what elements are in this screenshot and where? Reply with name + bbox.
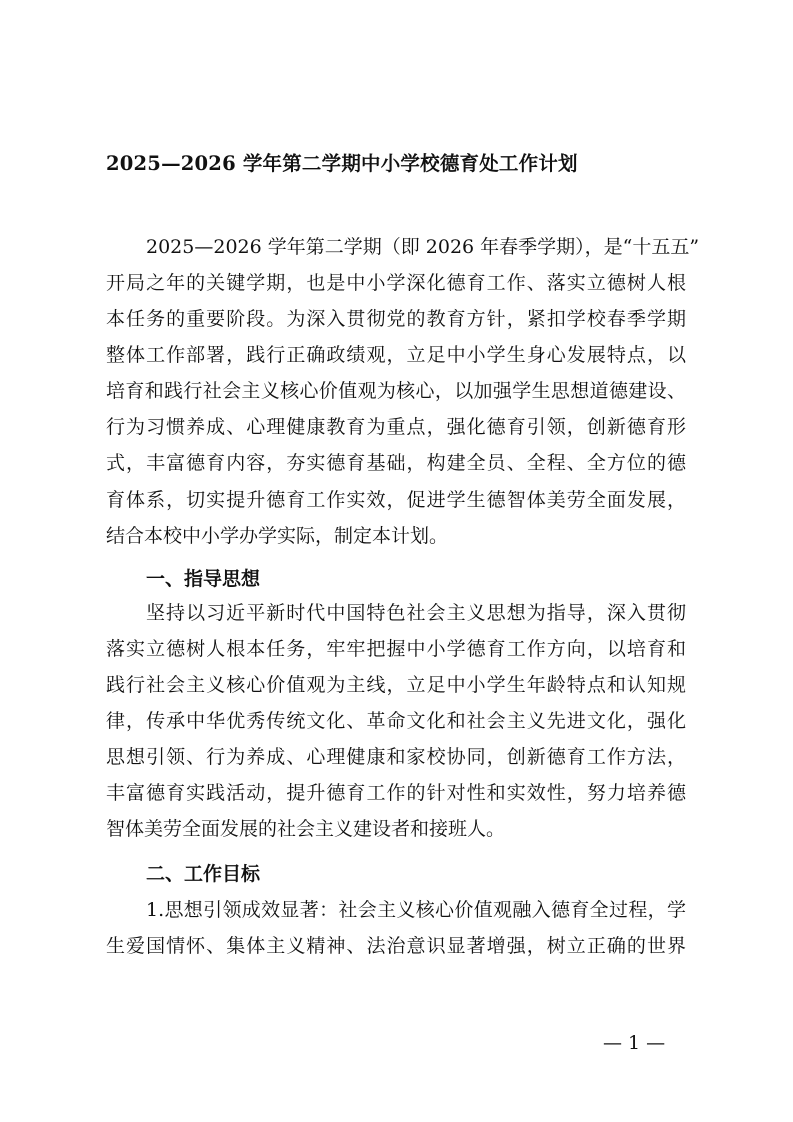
intro-line: 育体系，切实提升德育工作实效，促进学生德智体美劳全面发展， <box>106 489 686 511</box>
page-number: — 1 — <box>603 1032 666 1054</box>
section1-line: 律，传承中华优秀传统文化、革命文化和社会主义先进文化，强化 <box>106 710 686 732</box>
intro-line: 培育和践行社会主义核心价值观为核心，以加强学生思想道德建设、 <box>106 380 686 402</box>
intro-line: 整体工作部署，践行正确政绩观，立足中小学生身心发展特点，以 <box>106 344 686 366</box>
intro-line: 行为习惯养成、心理健康教育为重点，强化德育引领，创新德育形 <box>106 416 686 438</box>
section1-line: 坚持以习近平新时代中国特色社会主义思想为指导，深入贯彻 <box>146 602 686 624</box>
section-heading-work-goals: 二、工作目标 <box>146 863 261 885</box>
section1-line: 思想引领、行为养成、心理健康和家校协同，创新德育工作方法， <box>106 746 686 768</box>
intro-line: 本任务的重要阶段。为深入贯彻党的教育方针，紧扣学校春季学期 <box>106 308 686 330</box>
section1-line: 丰富德育实践活动，提升德育工作的针对性和实效性，努力培养德 <box>106 782 686 804</box>
intro-line: 开局之年的关键学期，也是中小学深化德育工作、落实立德树人根 <box>106 272 686 294</box>
section1-line: 落实立德树人根本任务，牢牢把握中小学德育工作方向，以培育和 <box>106 638 686 660</box>
intro-line: 式，丰富德育内容，夯实德育基础，构建全员、全程、全方位的德 <box>106 452 686 474</box>
intro-line: 结合本校中小学办学实际，制定本计划。 <box>106 525 449 547</box>
section-heading-guiding-ideology: 一、指导思想 <box>146 568 261 590</box>
intro-line: 2025—2026 学年第二学期（即 2026 年春季学期），是“十五五” <box>146 236 700 258</box>
section2-line: 1.思想引领成效显著：社会主义核心价值观融入德育全过程，学 <box>146 899 686 921</box>
section1-line: 践行社会主义核心价值观为主线，立足中小学生年龄特点和认知规 <box>106 674 686 696</box>
section2-line: 生爱国情怀、集体主义精神、法治意识显著增强，树立正确的世界 <box>106 935 686 957</box>
document-title: 2025—2026 学年第二学期中小学校德育处工作计划 <box>106 152 578 175</box>
section1-line: 智体美劳全面发展的社会主义建设者和接班人。 <box>106 818 506 840</box>
